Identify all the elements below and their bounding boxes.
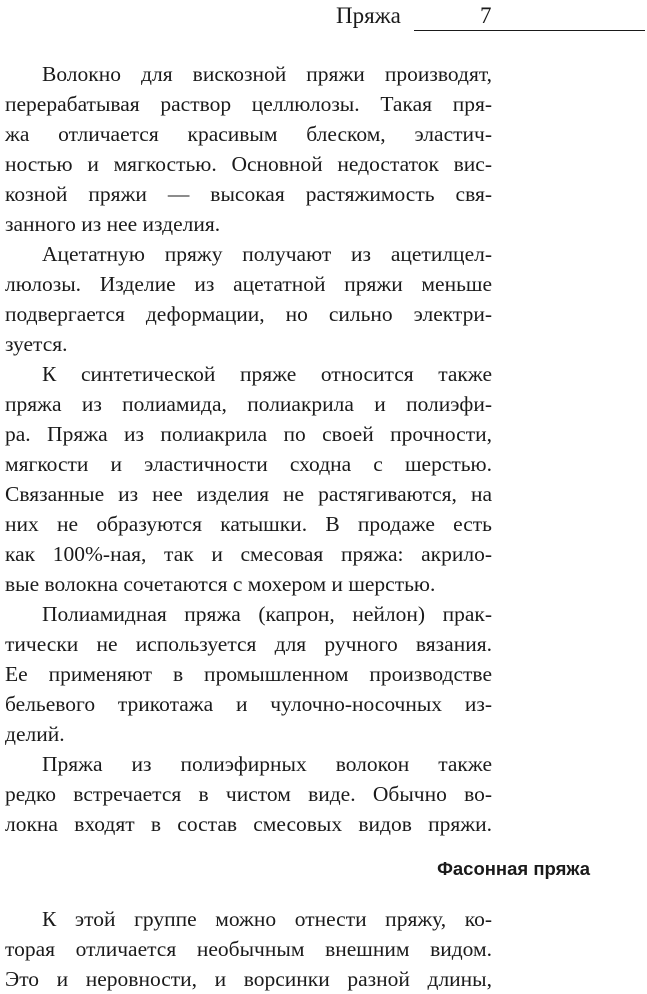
text-line: вые волокна сочетаются с мохером и шерстью.: [5, 572, 436, 596]
text-line: К синтетической пряже относится также: [42, 362, 492, 386]
text-line: Ацетатную пряжу получают из ацетилцел-: [42, 242, 492, 266]
text-line: Полиамидная пряжа (капрон, нейлон) прак-: [42, 602, 492, 626]
page-number: 7: [480, 3, 492, 28]
text-line: них не образуются катышки. В продаже есть: [5, 512, 492, 536]
text-line: люлозы. Изделие из ацетатной пряжи меньше: [5, 272, 492, 296]
section-heading: Фасонная пряжа: [437, 858, 590, 879]
text-line: ра. Пряжа из полиакрила по своей прочности,: [5, 422, 492, 446]
text-line: тически не используется для ручного вязания.: [5, 632, 492, 656]
text-line: делий.: [5, 722, 65, 746]
running-header: [330, 2, 645, 32]
text-line: как 100%-ная, так и смесовая пряжа: акрило-: [5, 542, 492, 566]
text-line: Связанные из нее изделия не растягиваются, на: [5, 482, 492, 506]
text-line: мягкости и эластичности сходна с шерстью.: [5, 452, 492, 476]
body-text: [5, 59, 492, 839]
text-line: подвергается деформации, но сильно электри-: [5, 302, 492, 326]
text-line: Это и неровности, и ворсинки разной длины,: [5, 967, 492, 991]
text-line: пряжа из полиамида, полиакрила и полиэфи-: [5, 392, 492, 416]
text-line: жа отличается красивым блеском, эластич-: [5, 122, 492, 146]
text-line: ностью и мягкостью. Основной недостаток вис-: [5, 152, 492, 176]
text-line: редко встречается в чистом виде. Обычно во-: [5, 782, 492, 806]
text-line: Ее применяют в промышленном производстве: [5, 662, 492, 686]
text-line: перерабатывая раствор целлюлозы. Такая пря-: [5, 92, 492, 116]
header-rule: [414, 30, 645, 31]
text-line: занного из нее изделия.: [5, 212, 221, 236]
text-line: торая отличается необычным внешним видом.: [5, 937, 492, 961]
text-line: локна входят в состав смесовых видов пряжи.: [5, 812, 492, 836]
text-line: зуется.: [5, 332, 68, 356]
running-header-title: Пряжа: [336, 3, 401, 28]
text-line: Волокно для вискозной пряжи производят,: [42, 62, 492, 86]
text-line: Пряжа из полиэфирных волокон также: [42, 752, 492, 776]
text-line: К этой группе можно отнести пряжу, ко-: [42, 907, 492, 931]
text-line: козной пряжи — высокая растяжимость свя-: [5, 182, 492, 206]
section-text: [5, 904, 492, 994]
text-line: бельевого трикотажа и чулочно-носочных из-: [5, 692, 492, 716]
